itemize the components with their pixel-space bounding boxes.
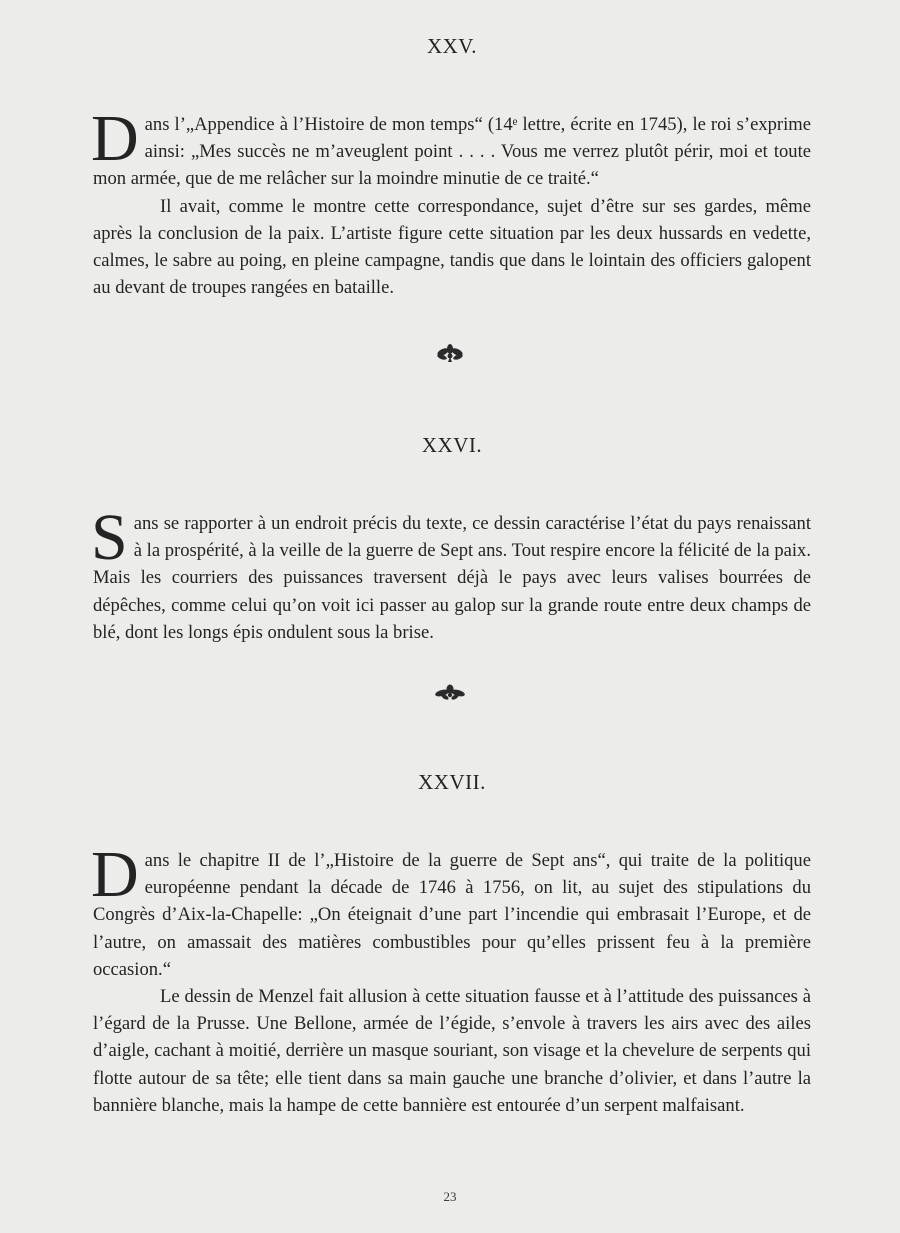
section-heading: XXVII. (418, 770, 486, 794)
drop-cap: S (91, 501, 128, 574)
page-number: 23 (443, 1189, 457, 1204)
drop-cap: D (91, 838, 139, 911)
section-xxv (93, 31, 811, 301)
drop-cap: D (91, 102, 139, 175)
paragraph (91, 501, 811, 646)
paragraph: Le dessin de Menzel fait allusion à cette situation fausse et à l’attitude des puissances à l’égard de la Prusse. Une Bellone, armée de l’égide, s’envole à travers les airs avec des ailes d’aigle, cachant à moitié, derrière un masque souriant, son visage et la chevelure de serpents qui flotte autour de sa tête; elle tient dans sa main gauche une branche d’olivier, et dans l’autre la bannière blanche, mais la hampe de cette bannière est entourée d’un serpent malfaisant. (93, 986, 811, 1116)
section-heading: XXVI. (421, 433, 483, 457)
paragraph-text: ans le chapitre II de l’„Histoire de la guerre de Sept ans“, qui traite de la politique européenne pendant la décade de 1746 à 1756, on lit, au sujet des stipulations du Congrès d’Aix-la-Chapelle: „On éteignait d’une part l’incendie qui embrasait l’Europe, et de l’autre, on amassait des matières combustibles pour qu’elles prissent feu à la première occasion.“ (93, 850, 811, 980)
paragraph-text: ans l’„Appendice à l’Histoire de mon temps“ (14ᵉ lettre, écrite en 1745), le roi s’exprime ainsi: „Mes succès ne m’aveuglent point . . . . Vous me verrez plutôt périr, moi et toute mon armée, que de me relâcher sur la moindre minutie de ce traité.“ (93, 114, 811, 190)
floral-fleuron-icon (433, 343, 467, 363)
section-xxvii (93, 767, 811, 1119)
floral-fleuron-icon (433, 682, 467, 702)
paragraph-text: ans se rapporter à un endroit précis du texte, ce dessin caractérise l’état du pays renaissant à la prospérité, à la veille de la guerre de Sept ans. Tout respire encore la félicité de la paix. Mais les courriers des puissances traversent déjà le pays avec leurs valises bourrées de dépêches, comme celui qu’on voit ici passer au galop sur la grande route entre deux champs de blé, dont les longs épis ondulent sous la brise. (93, 513, 811, 643)
section-xxvi (93, 430, 811, 646)
paragraph (91, 102, 811, 193)
section-heading: XXV. (426, 34, 478, 58)
paragraph (91, 838, 811, 983)
paragraph: Il avait, comme le montre cette correspondance, sujet d’être sur ses gardes, même après la conclusion de la paix. L’artiste figure cette situation par les deux hussards en vedette, calmes, le sabre au poing, en pleine campagne, tandis que dans le lointain des officiers galopent au devant de troupes rangées en bataille. (93, 195, 811, 299)
